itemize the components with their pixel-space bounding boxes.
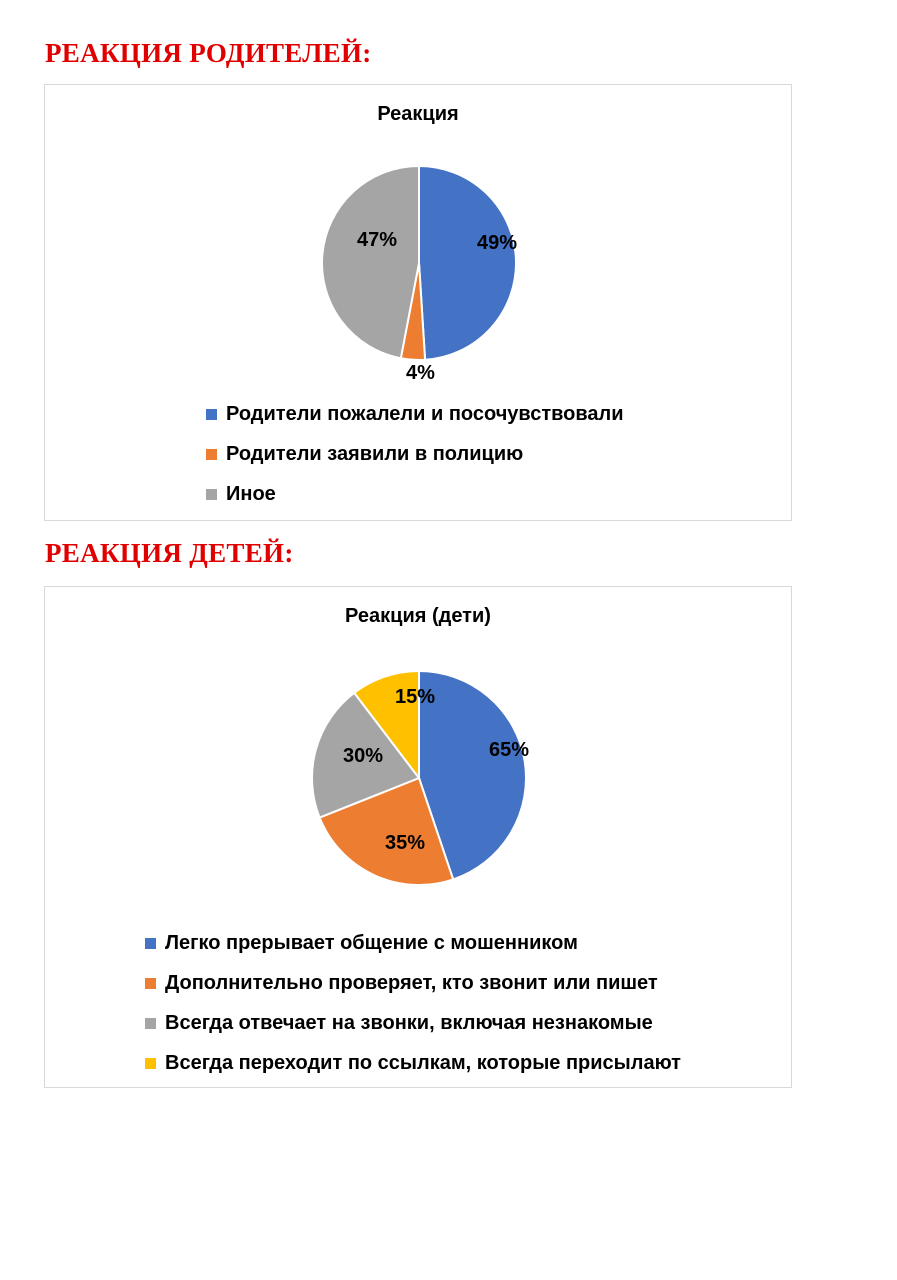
data-label: 47% xyxy=(357,229,398,251)
data-label: 65% xyxy=(489,739,530,761)
parents-heading: РЕАКЦИЯ РОДИТЕЛЕЙ: xyxy=(45,38,372,68)
legend-swatch xyxy=(206,489,217,500)
legend-label: Родители пожалели и посочувствовали xyxy=(226,402,624,425)
data-label: 30% xyxy=(343,745,384,767)
pie-slice xyxy=(322,166,419,358)
legend-item xyxy=(145,923,681,963)
legend-swatch xyxy=(206,449,217,460)
legend-label: Всегда отвечает на звонки, включая незнакомые xyxy=(165,1011,653,1034)
children-legend xyxy=(145,923,681,1083)
parents-chart xyxy=(44,84,792,521)
data-label: 49% xyxy=(477,232,518,254)
data-label: 35% xyxy=(385,832,426,854)
legend-label: Родители заявили в полицию xyxy=(226,442,524,465)
legend-label: Всегда переходит по ссылкам, которые присылают xyxy=(165,1051,681,1074)
pie-slice xyxy=(419,166,516,360)
legend-item xyxy=(145,963,681,1003)
legend-swatch xyxy=(206,409,217,420)
legend-swatch xyxy=(145,978,156,989)
data-label: 4% xyxy=(406,362,435,384)
data-label: 15% xyxy=(395,686,436,708)
legend-item xyxy=(145,1043,681,1083)
parents-legend xyxy=(206,394,624,514)
legend-item xyxy=(145,1003,681,1043)
legend-item xyxy=(206,474,624,514)
legend-label: Легко прерывает общение с мошенником xyxy=(165,931,578,954)
legend-label: Иное xyxy=(226,482,276,505)
legend-swatch xyxy=(145,1058,156,1069)
legend-swatch xyxy=(145,938,156,949)
children-heading: РЕАКЦИЯ ДЕТЕЙ: xyxy=(45,538,294,568)
legend-item xyxy=(206,394,624,434)
parents-pie xyxy=(45,85,793,385)
children-chart xyxy=(44,586,792,1088)
chart-title: Реакция xyxy=(377,103,459,125)
legend-label: Дополнительно проверяет, кто звонит или пишет xyxy=(165,971,658,994)
legend-item xyxy=(206,434,624,474)
chart-title: Реакция (дети) xyxy=(345,605,491,627)
legend-swatch xyxy=(145,1018,156,1029)
children-pie xyxy=(45,587,793,907)
